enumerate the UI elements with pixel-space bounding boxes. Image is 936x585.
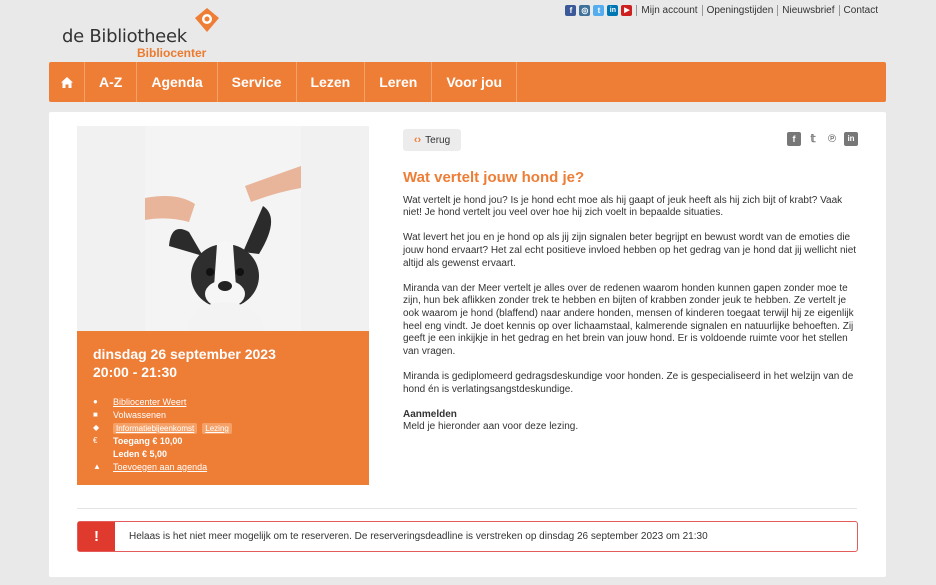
event-location-row (93, 397, 353, 410)
logo-mark-icon (192, 6, 222, 34)
nav-item-leren[interactable]: Leren (365, 62, 432, 102)
linkedin-icon[interactable]: in (607, 5, 618, 16)
back-label: Terug (425, 134, 451, 146)
tag-lezing[interactable]: Lezing (202, 423, 232, 434)
event-price-members: Leden € 5,00 (113, 449, 168, 459)
twitter-icon[interactable]: t (593, 5, 604, 16)
event-audience-row (93, 410, 353, 423)
article-paragraph-4: Miranda is gediplomeerd gedragsdeskundige voor honden. Ze is gespecialiseerd in het welzijn van de hond én is verlatingsangstdeskundige. (403, 370, 854, 395)
article-title: Wat vertelt jouw hond je? (403, 169, 585, 186)
link-mijn-account[interactable]: Mijn account (636, 5, 701, 16)
divider (77, 508, 857, 509)
share-linkedin-icon[interactable]: in (844, 132, 858, 146)
event-location-link[interactable]: Bibliocenter Weert (113, 397, 187, 407)
article-paragraph-1: Wat vertelt je hond jou? Is je hond echt moe als hij gaapt of jeuk heeft als hij zich bijt of krabt? Vaak niet! Je hond vertelt jou veel over hoe hij zich voelt in bepaalde situaties. (403, 194, 843, 219)
event-date: dinsdag 26 september 2023 (93, 346, 276, 362)
nav-item-lezen[interactable]: Lezen (297, 62, 366, 102)
article-paragraph-3: Miranda van der Meer vertelt je alles over de redenen waarom honden kunnen gapen zonder moe te zijn, hun bek aflikken zonder trek te hebben en bijten of krabben zonder jeuk te hebben. Ze vertelt je ook waarom je hond (blaffend) naar andere honden, mensen of kinderen toegaat terwijl hij ze eigenlijk heel eng vindt. Je doet kennis op over lichaamstaal, kalmerende signalen en natuurlijke behoeften. Zij geeft je een inkijkje in het gedrag en het brein van jouw hond. Er is voldoende ruimte voor het stellen van vragen. (403, 282, 854, 357)
share-facebook-icon[interactable]: f (787, 132, 801, 146)
euro-icon: € (93, 436, 98, 445)
event-tags-row (93, 423, 353, 436)
nav-item-service[interactable]: Service (218, 62, 297, 102)
map-pin-icon: ● (93, 397, 98, 406)
back-button[interactable] (403, 129, 461, 151)
logo-subtitle: Bibliocenter (137, 46, 207, 60)
share-pinterest-icon[interactable]: ℗ (827, 133, 837, 145)
event-audience: Volwassenen (113, 410, 167, 420)
article-body (403, 169, 857, 446)
reservation-alert (77, 521, 858, 552)
nav-item-a-z[interactable]: A-Z (85, 62, 137, 102)
add-agenda-row (93, 462, 353, 475)
top-links (636, 5, 882, 16)
nav-item-agenda[interactable]: Agenda (137, 62, 217, 102)
social-icons (565, 5, 632, 16)
link-openingstijden[interactable]: Openingstijden (702, 5, 778, 16)
top-bar (565, 5, 882, 16)
youtube-icon[interactable]: ▶ (621, 5, 632, 16)
event-image (77, 126, 369, 331)
warning-icon: ! (78, 522, 115, 551)
link-contact[interactable]: Contact (839, 5, 882, 16)
content-card (49, 112, 886, 577)
add-to-agenda-link[interactable]: Toevoegen aan agenda (113, 462, 208, 472)
nav-home[interactable] (49, 62, 85, 102)
logo-text: de Bibliotheek (62, 26, 187, 47)
alert-message: Helaas is het niet meer mogelijk om te reserveren. De reserveringsdeadline is verstreken op dinsdag 26 september 2023 om 21:30 (129, 531, 708, 542)
event-price-row (93, 436, 353, 449)
facebook-icon[interactable]: f (565, 5, 576, 16)
event-time: 20:00 - 21:30 (93, 364, 178, 380)
tag-informatiebijeenkomst[interactable]: Informatiebijeenkomst (113, 423, 197, 434)
dog-photo (77, 126, 369, 331)
event-details (93, 397, 353, 475)
instagram-icon[interactable]: ◎ (579, 5, 590, 16)
audience-icon: ■ (93, 410, 98, 419)
signup-text: Meld je hieronder aan voor deze lezing. (403, 421, 579, 433)
link-nieuwsbrief[interactable]: Nieuwsbrief (777, 5, 838, 16)
tag-icon: ◆ (93, 423, 100, 432)
event-price-members-row (93, 449, 353, 462)
nav-item-voor-jou[interactable]: Voor jou (432, 62, 517, 102)
share-twitter-icon[interactable]: 𝕥 (810, 133, 816, 145)
event-info-box (77, 331, 369, 485)
arrow-left-icon: ‹› (413, 134, 422, 146)
article-paragraph-2: Wat levert het jou en je hond op als jij zijn signalen beter begrijpt en bewust wordt van de emoties die jouw hond ervaart? Het zal echt positieve invloed hebben op het gedrag van je hond dat jij wellicht niet altijd als gewenst ervaart. (403, 232, 857, 269)
event-price-general: Toegang € 10,00 (113, 436, 183, 446)
home-icon (61, 77, 73, 88)
calendar-icon: ▲ (93, 462, 101, 471)
main-nav (49, 62, 886, 102)
share-icons (787, 132, 858, 146)
signup-heading: Aanmelden (403, 408, 457, 420)
